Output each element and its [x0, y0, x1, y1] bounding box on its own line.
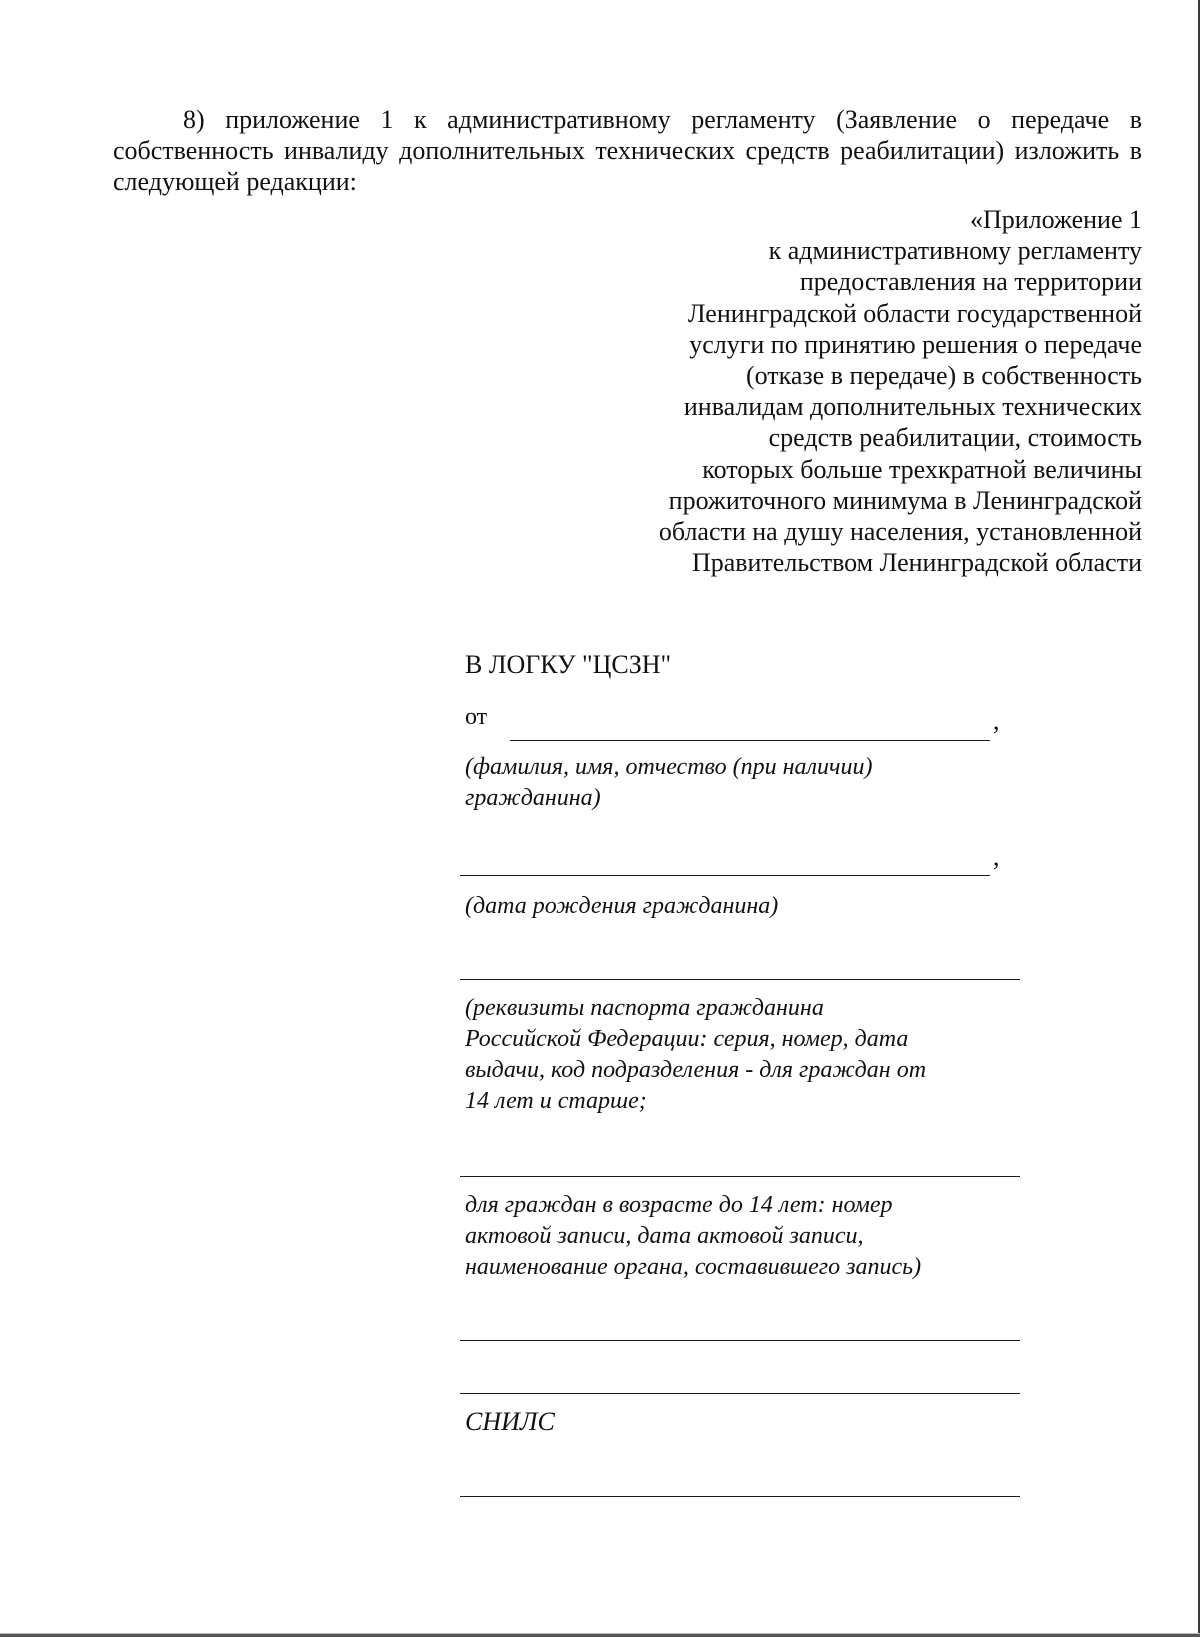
from-label: от — [465, 704, 488, 730]
attachment-line: области на душу населения, установленной — [658, 517, 1142, 547]
name-line-comma: , — [993, 706, 1000, 735]
hint-name — [465, 752, 872, 814]
attachment-line: средств реабилитации, стоимость — [768, 423, 1142, 453]
attachment-line: «Приложение 1 — [969, 205, 1142, 234]
snils-line[interactable] — [460, 1496, 1020, 1497]
hint-minor — [465, 1190, 921, 1283]
attachment-header — [582, 204, 1142, 578]
hint-name-line: (фамилия, имя, отчество (при наличии) — [465, 754, 873, 780]
hint-minor-line: актовой записи, дата актовой записи, — [465, 1223, 864, 1249]
attachment-line: (отказе в передаче) в собственность — [745, 361, 1142, 391]
applicant-name-line[interactable] — [510, 740, 990, 741]
passport-line[interactable] — [460, 979, 1020, 980]
extra-line-2[interactable] — [460, 1393, 1020, 1394]
attachment-line: услуги по принятию решения о передаче — [689, 329, 1142, 359]
addressee: В ЛОГКУ "ЦСЗН" — [465, 650, 672, 679]
snils-label: СНИЛС — [465, 1407, 555, 1436]
birth-line-comma: , — [993, 842, 1000, 871]
intro-section — [113, 104, 1142, 197]
hint-passport — [465, 993, 926, 1117]
birth-date-line[interactable] — [460, 875, 990, 876]
hint-passport-line: 14 лет и старше; — [465, 1088, 647, 1114]
intro-paragraph: 8) приложение 1 к административному регламенту (Заявление о передаче в собственность инвалиду дополнительных технических средств реабилитации) изложить в следующей редакции: — [113, 105, 1142, 196]
attachment-line: прожиточного минимума в Ленинградской — [668, 485, 1142, 515]
hint-passport-line: (реквизиты паспорта гражданина — [465, 995, 824, 1021]
attachment-line: инвалидам дополнительных технических — [683, 392, 1142, 422]
extra-line-1[interactable] — [460, 1340, 1020, 1341]
attachment-line: Ленинградской области государственной — [687, 298, 1142, 328]
hint-name-line: гражданина) — [465, 785, 601, 811]
minor-record-line[interactable] — [460, 1176, 1020, 1177]
hint-birth-date: (дата рождения гражданина) — [465, 893, 779, 919]
hint-minor-line: наименование органа, составившего запись) — [465, 1254, 922, 1280]
attachment-line: предоставления на территории — [799, 267, 1142, 297]
hint-minor-line: для граждан в возрасте до 14 лет: номер — [465, 1192, 893, 1218]
attachment-line: которых больше трехкратной величины — [702, 454, 1142, 484]
attachment-line: к административному регламенту — [768, 236, 1142, 266]
attachment-line: Правительством Ленинградской области — [691, 548, 1142, 578]
hint-passport-line: выдачи, код подразделения - для граждан от — [465, 1057, 927, 1083]
hint-passport-line: Российской Федерации: серия, номер, дата — [465, 1026, 909, 1052]
